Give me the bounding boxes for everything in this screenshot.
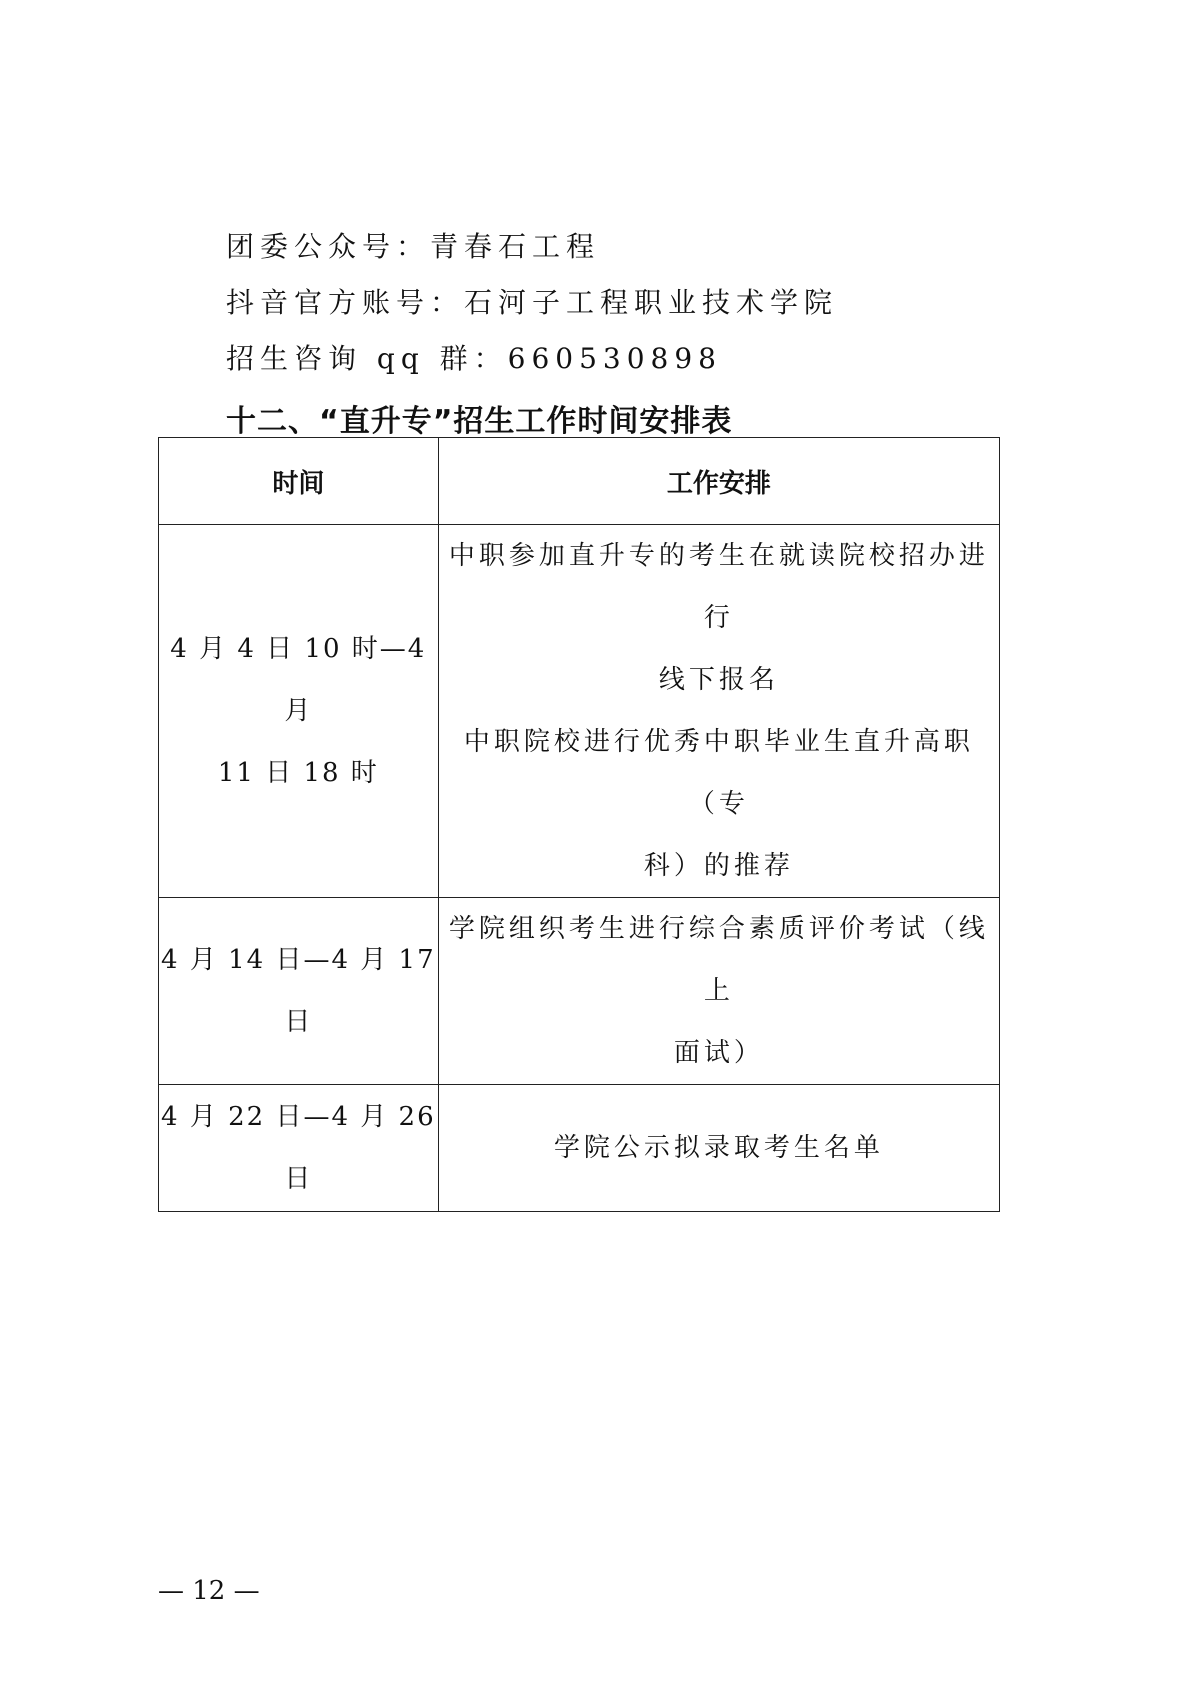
time-cell <box>159 525 439 898</box>
table-row <box>159 898 1000 1085</box>
douyin-account-line: 抖音官方账号：石河子工程职业技术学院 <box>226 286 839 319</box>
work-line: 学院公示拟录取考生名单 <box>553 1133 884 1163</box>
header-work: 工作安排 <box>438 438 999 525</box>
work-line: 学院组织考生进行综合素质评价考试（线上 <box>448 914 989 1006</box>
time-cell <box>159 1085 439 1212</box>
wechat-account-line: 团委公众号：青春石工程 <box>226 230 601 263</box>
qq-group-line: 招生咨询 qq 群：660530898 <box>226 342 722 375</box>
table-row <box>159 1085 1000 1212</box>
time-line: 4 月 4 日 10 时—4 月 <box>170 634 427 726</box>
work-line: 科）的推荐 <box>643 851 794 881</box>
work-line: 中职参加直升专的考生在就读院校招办进行 <box>448 541 989 633</box>
time-line: 4 月 14 日—4 月 17 日 <box>161 945 436 1037</box>
header-time: 时间 <box>159 438 439 525</box>
table-header-row <box>159 438 1000 525</box>
work-line: 面试） <box>673 1038 764 1068</box>
work-line: 线下报名 <box>658 665 779 695</box>
schedule-table <box>158 437 1000 1212</box>
section-heading: 十二、“直升专”招生工作时间安排表 <box>226 404 733 439</box>
time-cell <box>159 898 439 1085</box>
work-line: 中职院校进行优秀中职毕业生直升高职（专 <box>463 727 974 819</box>
time-line: 4 月 22 日—4 月 26 日 <box>161 1102 436 1194</box>
work-cell <box>438 1085 999 1212</box>
work-cell <box>438 525 999 898</box>
page-number: — 12 — <box>158 1576 260 1606</box>
time-line: 11 日 18 时 <box>217 758 379 788</box>
table-row <box>159 525 1000 898</box>
work-cell <box>438 898 999 1085</box>
